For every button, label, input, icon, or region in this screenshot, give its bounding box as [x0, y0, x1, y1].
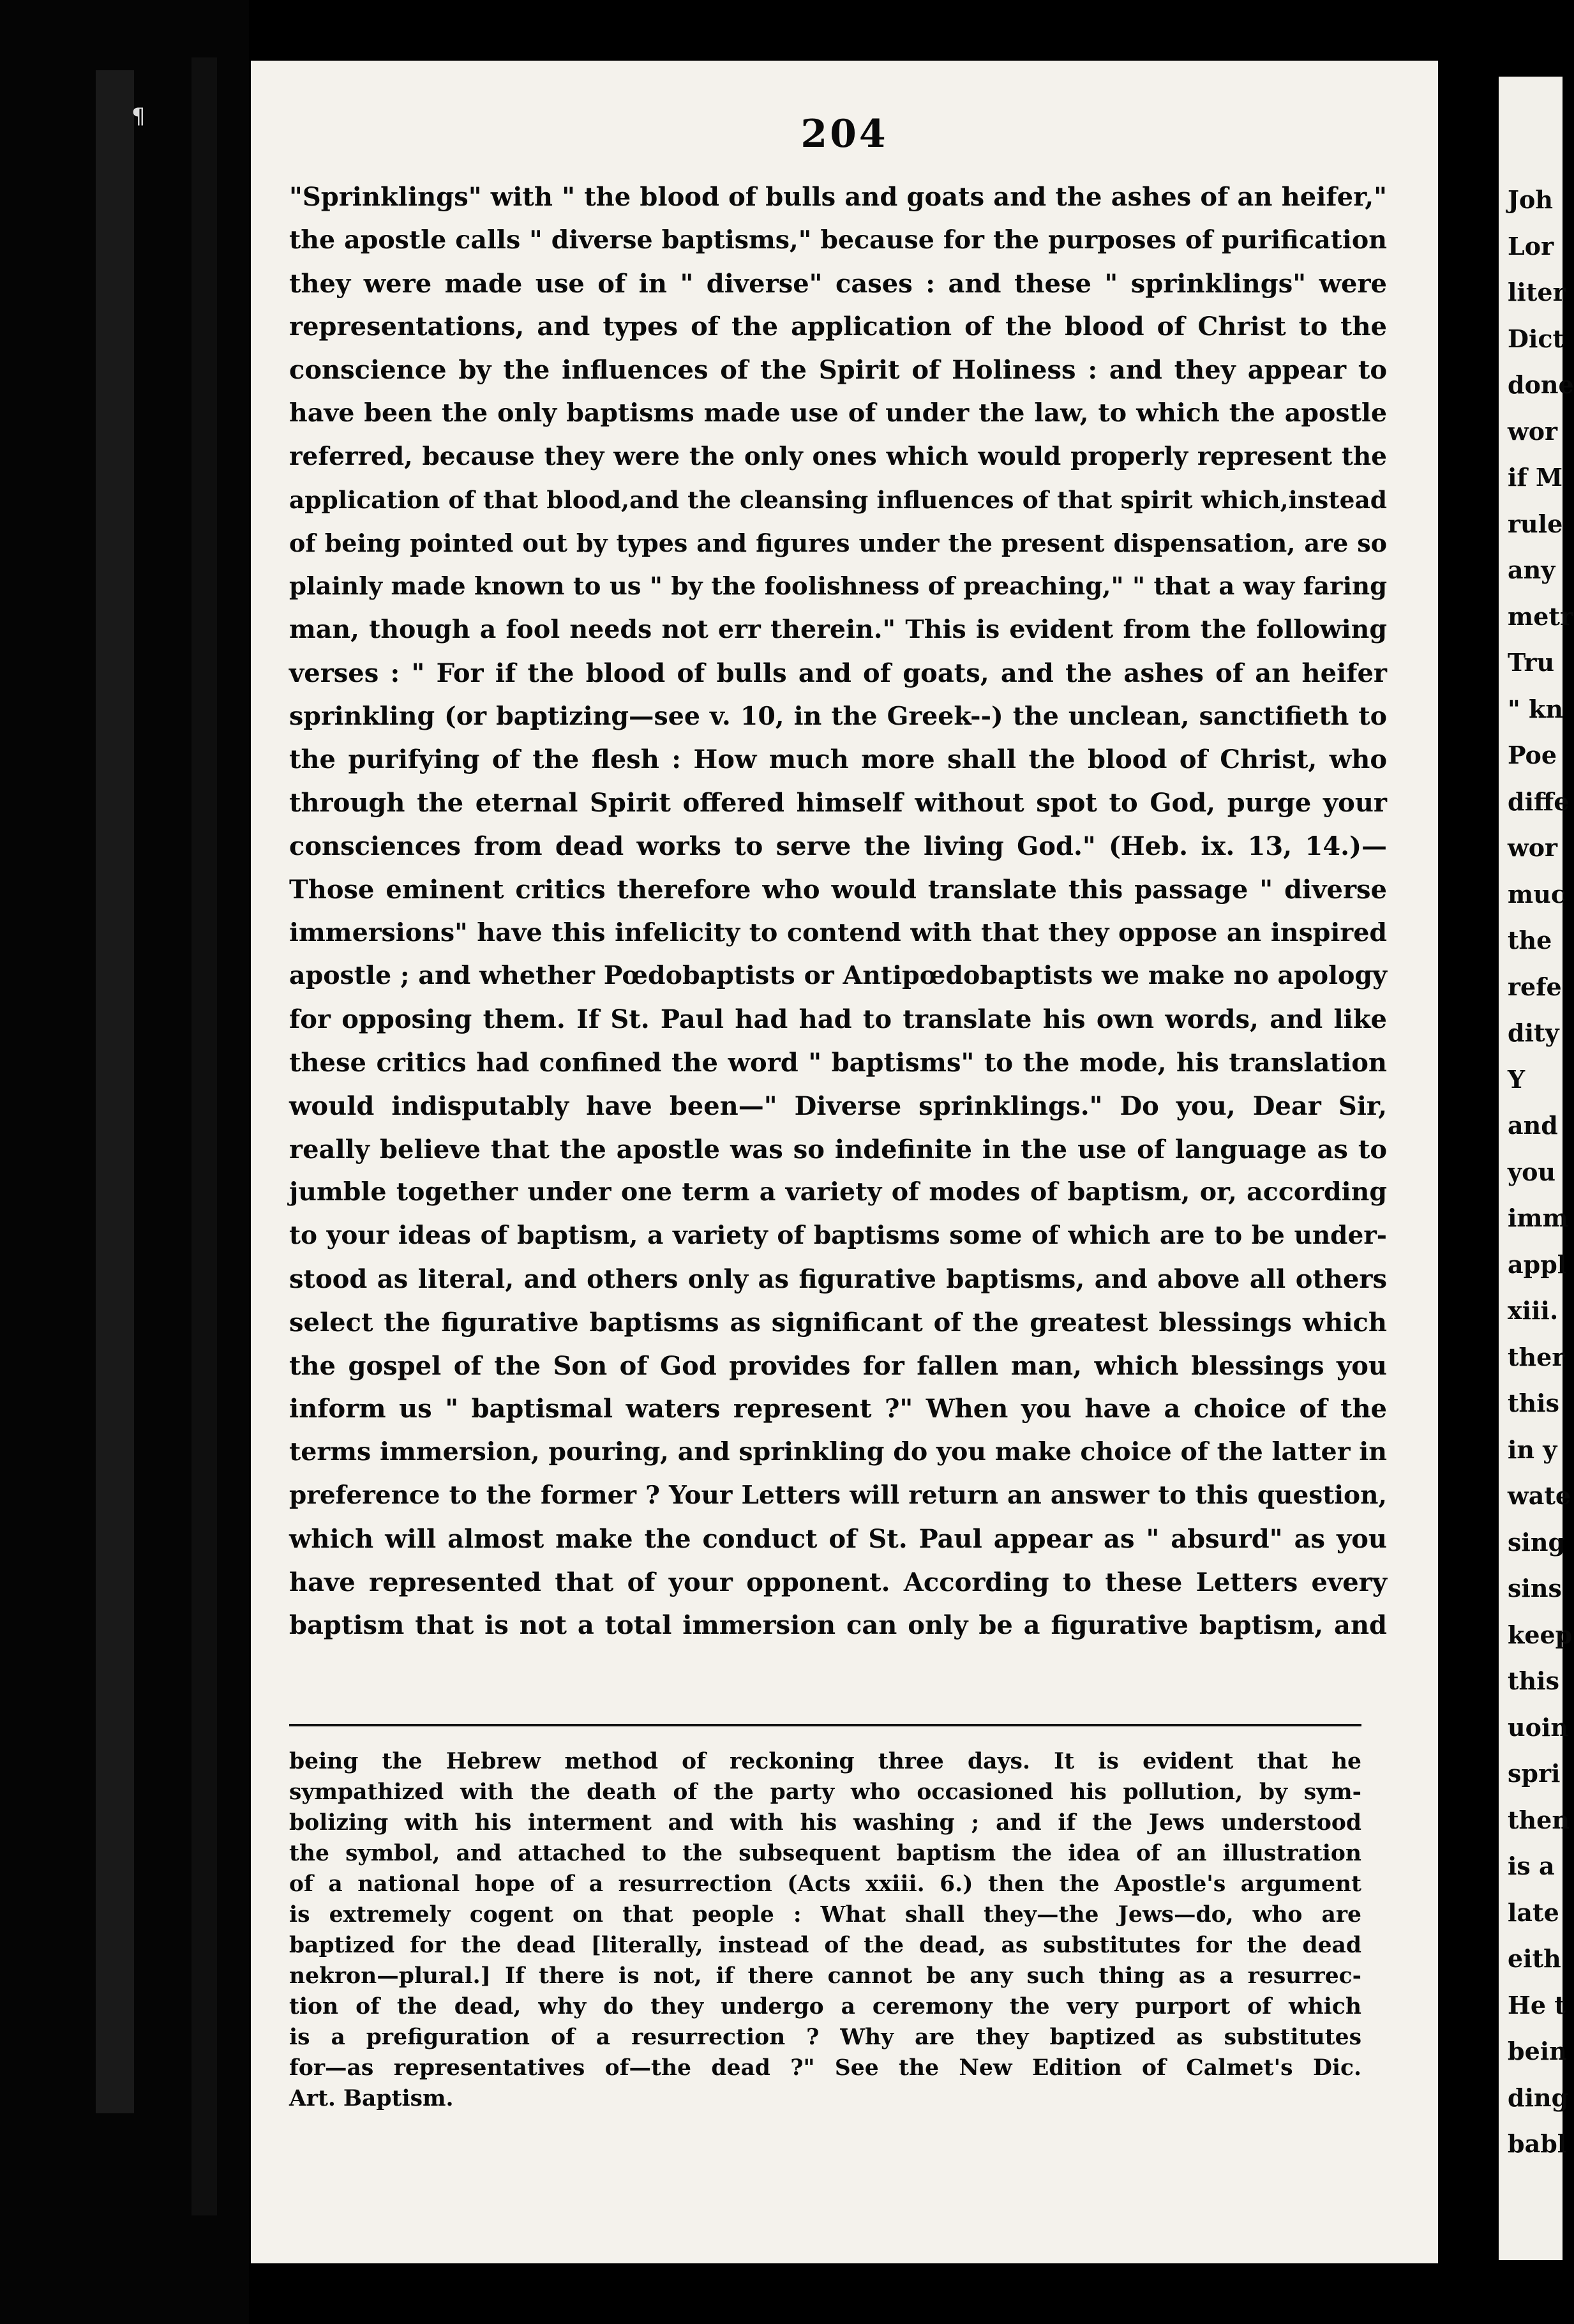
- text-line: these critics had confined the word " baptisms" to the mode, his translation: [289, 1047, 1387, 1078]
- facing-text-fragment: wor: [1508, 416, 1558, 446]
- text-line: consciences from dead works to serve the living God." (Heb. ix. 13, 14.)—: [289, 831, 1387, 861]
- text-line: apostle ; and whether Pœdobaptists or Antipœdobaptists we make no apology: [289, 961, 1387, 991]
- facing-page-fragment: [1499, 77, 1574, 2260]
- text-line: man, though a fool needs not err therein." This is evident from the following: [289, 614, 1387, 644]
- facing-text-fragment: this: [1508, 1389, 1560, 1417]
- facing-text-fragment: in y: [1508, 1435, 1557, 1464]
- facing-text-fragment: rule: [1508, 509, 1563, 538]
- text-line: "Sprinklings" with " the blood of bulls and goats and the ashes of an heifer,": [289, 182, 1387, 212]
- facing-text-fragment: Lor: [1508, 231, 1554, 260]
- footnote-line: nekron—plural.] If there is not, if there cannot be any such thing as a resurrec-: [289, 1963, 1361, 1989]
- text-line: have been the only baptisms made use of under the law, to which the apostle: [289, 398, 1387, 428]
- page-gutter: [1438, 0, 1499, 2324]
- text-line: inform us " baptismal waters represent ?" When you have a choice of the: [289, 1394, 1387, 1424]
- text-line: baptism that is not a total immersion can only be a figurative baptism, and: [289, 1610, 1387, 1641]
- footnote-line: the symbol, and attached to the subsequent baptism the idea of an illustration: [289, 1841, 1361, 1866]
- facing-text-fragment: babl: [1508, 2129, 1567, 2158]
- footnote-divider: [289, 1724, 1361, 1726]
- footnote-line: bolizing with his interment and with his washing ; and if the Jews understood: [289, 1810, 1361, 1836]
- text-line: really believe that the apostle was so indefinite in the use of language as to: [289, 1134, 1387, 1165]
- book-page: [251, 61, 1438, 2263]
- binding-stripe-inner: [191, 57, 217, 2215]
- margin-mark: ¶: [131, 103, 146, 129]
- facing-text-fragment: late: [1508, 1898, 1559, 1927]
- footnote-line: is extremely cogent on that people : What shall they—the Jews—do, who are: [289, 1902, 1361, 1928]
- facing-text-fragment: sing: [1508, 1527, 1566, 1557]
- facing-text-fragment: Tru: [1508, 648, 1555, 677]
- text-line: Those eminent critics therefore who would translate this passage " diverse: [289, 874, 1387, 905]
- facing-text-fragment: spri: [1508, 1759, 1561, 1788]
- text-line: through the eternal Spirit offered himself without spot to God, purge your: [289, 788, 1387, 819]
- footnote-line: Art. Baptism.: [289, 2086, 454, 2111]
- text-line: sprinkling (or baptizing—see v. 10, in the Greek--) the unclean, sanctifieth to: [289, 701, 1387, 731]
- footnote-line: of a national hope of a resurrection (Acts xxiii. 6.) then the Apostle's argument: [289, 1871, 1361, 1897]
- facing-text-fragment: " kn: [1508, 694, 1563, 723]
- text-line: conscience by the influences of the Spirit of Holiness : and they appear to: [289, 355, 1387, 386]
- footnote-line: for—as representatives of—the dead ?" See the New Edition of Calmet's Dic.: [289, 2055, 1361, 2081]
- facing-text-fragment: you: [1508, 1157, 1556, 1186]
- facing-text-fragment: appl: [1508, 1249, 1567, 1279]
- facing-text-fragment: Poe: [1508, 741, 1557, 769]
- facing-text-fragment: liter: [1508, 278, 1566, 306]
- facing-text-fragment: this: [1508, 1666, 1560, 1695]
- facing-text-fragment: ther: [1508, 1342, 1565, 1371]
- text-line: application of that blood,and the cleansing influences of that spirit which,instead: [289, 485, 1387, 514]
- book-binding-edge: [0, 0, 249, 2324]
- facing-text-fragment: imm: [1508, 1204, 1568, 1232]
- body-text: [289, 176, 1387, 1647]
- facing-text-fragment: metr: [1508, 601, 1573, 631]
- footnote-line: baptized for the dead [literally, instead of the dead, as substitutes for the dead: [289, 1933, 1361, 1958]
- facing-text-fragment: keep: [1508, 1620, 1573, 1649]
- facing-text-fragment: eith: [1508, 1944, 1561, 1973]
- text-line: terms immersion, pouring, and sprinkling do you make choice of the latter in: [289, 1437, 1387, 1467]
- facing-text-fragment: muc: [1508, 879, 1566, 909]
- text-line: which will almost make the conduct of St. Paul appear as " absurd" as you: [289, 1523, 1387, 1554]
- facing-text-fragment: if M: [1508, 463, 1563, 492]
- binding-stripe: [96, 70, 134, 2113]
- facing-text-fragment: ding: [1508, 2083, 1569, 2112]
- page-number: 204: [800, 112, 888, 156]
- facing-text-fragment: wate: [1508, 1481, 1571, 1510]
- facing-text-fragment: dity: [1508, 1018, 1559, 1047]
- text-line: the gospel of the Son of God provides for fallen man, which blessings you: [289, 1350, 1387, 1381]
- text-line: select the figurative baptisms as significant of the greatest blessings which: [289, 1307, 1387, 1338]
- text-line: preference to the former ? Your Letters will return an answer to this question,: [289, 1480, 1387, 1510]
- text-line: stood as literal, and others only as figurative baptisms, and above all others: [289, 1264, 1387, 1294]
- facing-text-fragment: then: [1508, 1805, 1570, 1834]
- facing-text-fragment: is a: [1508, 1852, 1555, 1880]
- facing-text-fragment: diffe: [1508, 787, 1570, 816]
- facing-text-fragment: Y: [1508, 1064, 1525, 1094]
- facing-text-fragment: bein: [1508, 2037, 1567, 2065]
- text-line: jumble together under one term a variety of modes of baptism, or, according: [289, 1177, 1387, 1207]
- footnote-line: is a prefiguration of a resurrection ? Why are they baptized as substitutes: [289, 2025, 1361, 2050]
- facing-text-fragment: the: [1508, 926, 1552, 954]
- facing-text-fragment: He t: [1508, 1990, 1566, 2019]
- footnote-line: tion of the dead, why do they undergo a ceremony the very purport of which: [289, 1994, 1361, 2019]
- facing-text-fragment: and: [1508, 1111, 1558, 1140]
- text-line: of being pointed out by types and figures under the present dispensation, are so: [289, 529, 1387, 558]
- facing-text-fragment: any: [1508, 555, 1555, 584]
- text-line: would indisputably have been—" Diverse sprinklings." Do you, Dear Sir,: [289, 1090, 1387, 1121]
- footnote: [289, 1746, 1361, 2114]
- text-line: plainly made known to us " by the foolishness of preaching," " that a way faring: [289, 572, 1387, 601]
- footnote-line: sympathized with the death of the party who occasioned his pollution, by sym-: [289, 1779, 1361, 1805]
- facing-text-fragment: sins: [1508, 1574, 1562, 1603]
- text-line: to your ideas of baptism, a variety of baptisms some of which are to be under-: [289, 1221, 1387, 1251]
- footnote-line: being the Hebrew method of reckoning three days. It is evident that he: [289, 1749, 1361, 1774]
- text-line: the purifying of the flesh : How much more shall the blood of Christ, who: [289, 744, 1387, 775]
- text-line: the apostle calls " diverse baptisms," because for the purposes of purification: [289, 225, 1387, 255]
- facing-text-fragment: uoin: [1508, 1712, 1569, 1742]
- facing-text-fragment: wor: [1508, 833, 1558, 862]
- facing-text-fragment: refe: [1508, 972, 1562, 1001]
- text-line: they were made use of in " diverse" cases : and these " sprinklings" were: [289, 268, 1387, 299]
- facing-text-fragment: Joh: [1508, 185, 1553, 214]
- facing-text-fragment: xiii.: [1508, 1296, 1559, 1325]
- text-line: referred, because they were the only ones which would properly represent the: [289, 441, 1387, 471]
- facing-text-fragment: done: [1508, 370, 1574, 399]
- facing-text-fragment: Dict: [1508, 324, 1564, 353]
- text-line: verses : " For if the blood of bulls and of goats, and the ashes of an heifer: [289, 658, 1387, 688]
- text-line: for opposing them. If St. Paul had had to translate his own words, and like: [289, 1004, 1387, 1035]
- text-line: representations, and types of the application of the blood of Christ to the: [289, 312, 1387, 342]
- text-line: have represented that of your opponent. According to these Letters every: [289, 1567, 1387, 1597]
- text-line: immersions" have this infelicity to contend with that they oppose an inspired: [289, 917, 1387, 947]
